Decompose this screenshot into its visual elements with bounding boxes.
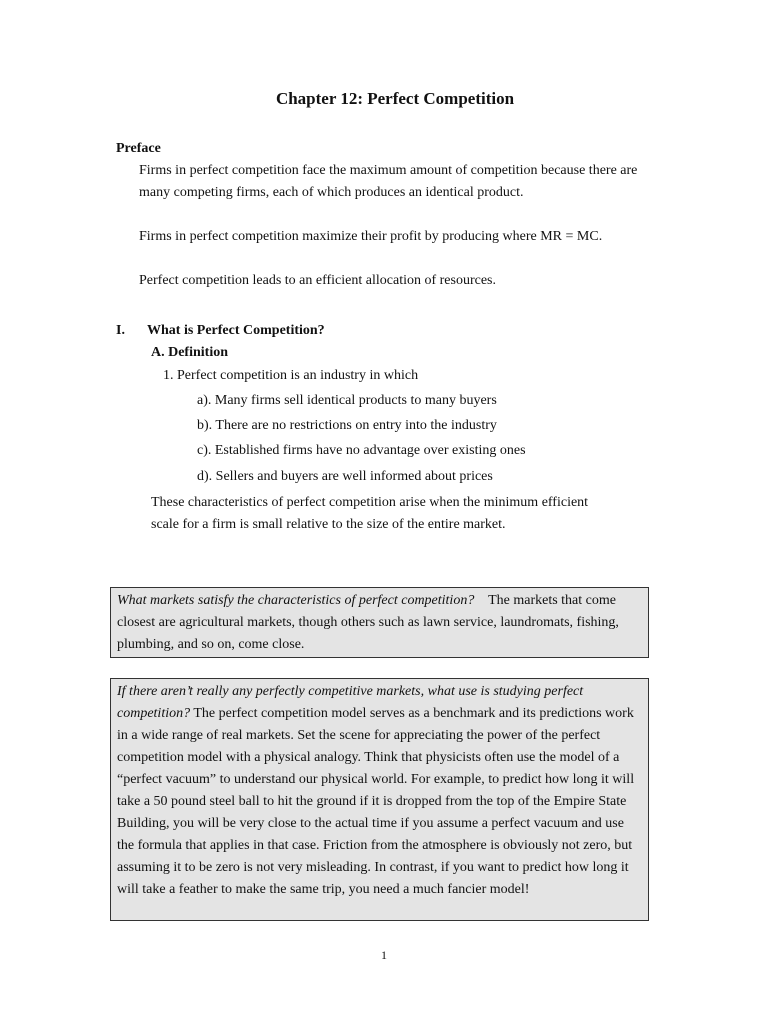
callout-box-markets [110, 587, 649, 658]
preface-paragraph-3: Perfect competition leads to an efficient allocation of resources. [139, 273, 496, 288]
definition-item-1: 1. Perfect competition is an industry in which [163, 368, 419, 383]
page-title: Chapter 12: Perfect Competition [275, 89, 515, 108]
callout-box-benchmark [110, 678, 649, 921]
preface-paragraph-2: Firms in perfect competition maximize their profit by producing where MR = MC. [139, 229, 603, 244]
page-number: 1 [381, 948, 387, 962]
preface-paragraph-1: Firms in perfect competition face the maximum amount of competition because there are many competing firms, each of which produces an identical product. [139, 163, 638, 200]
callout-answer: The markets that come closest are agricultural markets, though others such as lawn service, laundromats, fishing, plumbing, and so on, come close. [117, 593, 619, 652]
section-closing-line-1: These characteristics of perfect competition arise when the minimum efficient [151, 495, 589, 510]
callout-question: What markets satisfy the characteristics of perfect competition? [117, 593, 475, 608]
definition-subitem-a: a). Many firms sell identical products to many buyers [197, 393, 497, 408]
subsection-heading: A. Definition [151, 345, 228, 360]
callout-answer: The perfect competition model serves as a benchmark and its predictions work in a wide range of real markets. Set the scene for appreciating the power of the perfect competition model with a physical analogy. Think that physicists often use the model of a “perfect vacuum” to understand our physical world. For example, to predict how long it will take a 50 pound steel ball to hit the ground if it is dropped from the top of the Empire State Building, you will be very close to the actual time if you assume a perfect vacuum and use the formula that applies in that case. Friction from the atmosphere is obviously not zero, but assuming it to be zero is not very misleading. In contrast, if you want to predict how long it will take a feather to make the same trip, you need a much fancier model! [117, 706, 635, 897]
section-title: What is Perfect Competition? [147, 323, 325, 338]
section-number: I. [116, 323, 125, 338]
section-closing-line-2: scale for a firm is small relative to the size of the entire market. [151, 517, 506, 532]
definition-subitem-d: d). Sellers and buyers are well informed about prices [197, 469, 493, 484]
definition-subitem-c: c). Established firms have no advantage over existing ones [197, 443, 526, 458]
preface-heading: Preface [116, 141, 161, 156]
definition-subitem-b: b). There are no restrictions on entry into the industry [197, 418, 497, 433]
callout-question: If there aren’t really any perfectly competitive markets, what use is studying perfect competition? [117, 684, 584, 721]
section-heading [116, 323, 325, 339]
